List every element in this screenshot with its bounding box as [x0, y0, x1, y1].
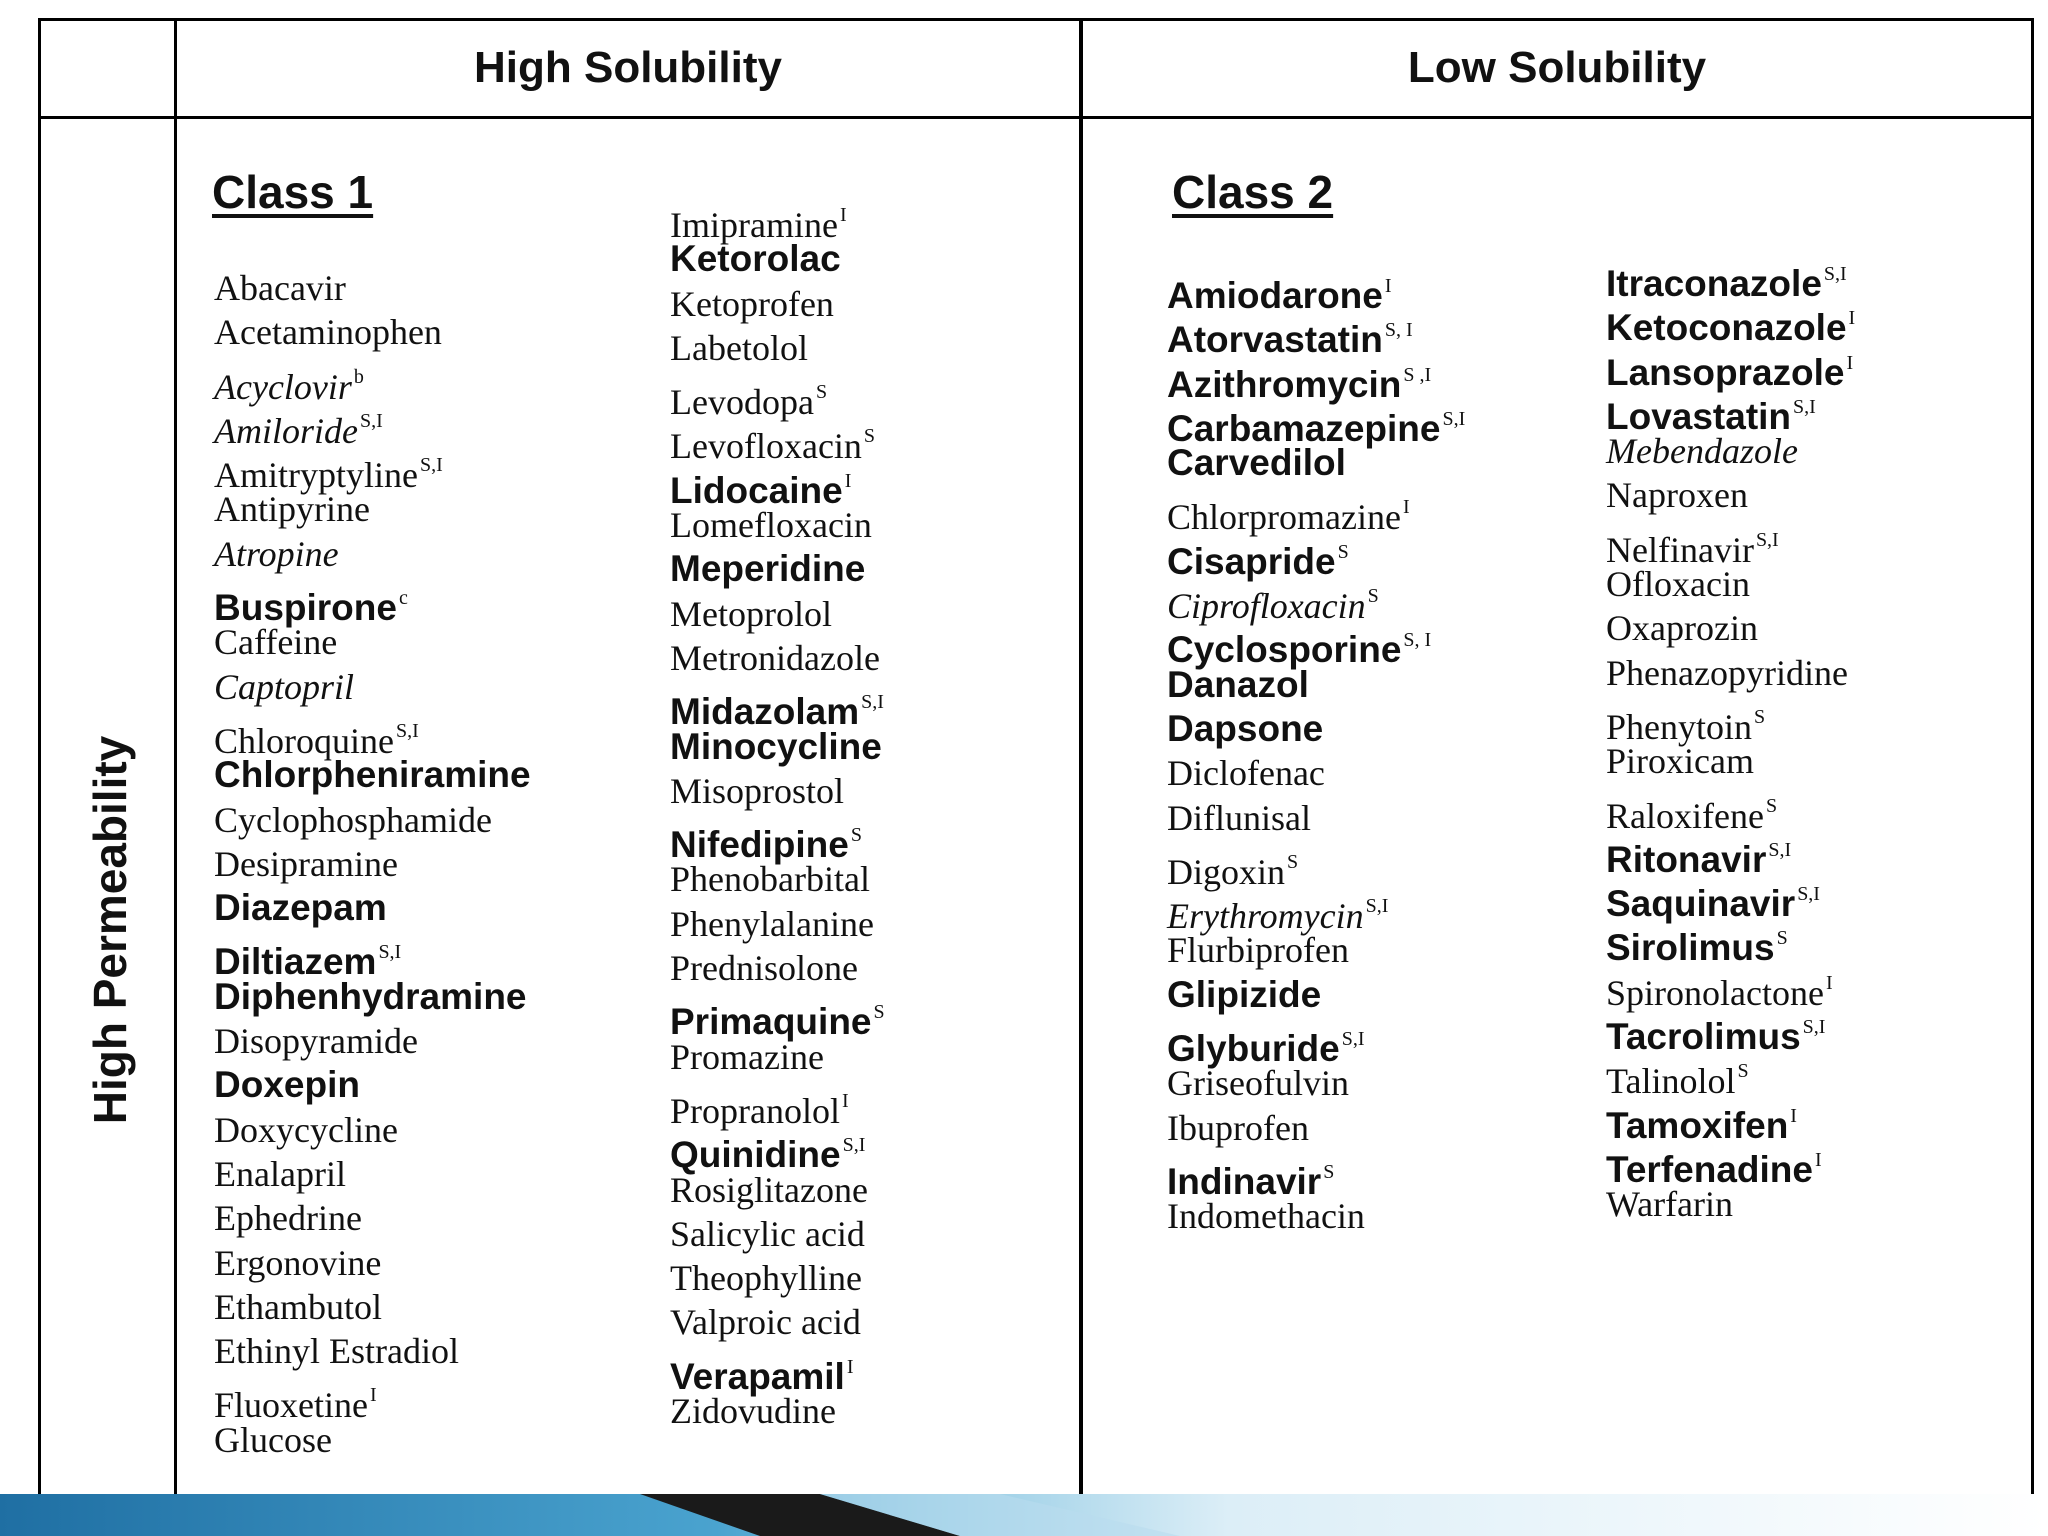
drug-list-item	[670, 857, 885, 901]
drug-superscript: S,I	[1768, 838, 1792, 861]
drug-list-item	[214, 1373, 531, 1426]
drug-list-item	[214, 709, 531, 761]
drug-superscript: S,I	[1341, 1028, 1365, 1051]
drug-list-item	[670, 326, 885, 370]
drug-name: Nelfinavir	[1606, 529, 1754, 570]
drug-name: Cisapride	[1167, 540, 1336, 582]
drug-name: Erythromycin	[1167, 896, 1364, 937]
drug-superscript: S	[873, 1001, 885, 1024]
drug-list-item	[1167, 308, 1465, 361]
drug-superscript: b	[353, 365, 364, 388]
drug-superscript: S,I	[1365, 895, 1389, 918]
drug-superscript: S	[1367, 585, 1379, 608]
drug-list-item	[670, 193, 885, 245]
drug-name: Tamoxifen	[1606, 1104, 1789, 1146]
drug-name: Quinidine	[670, 1134, 841, 1176]
drug-list-item	[670, 946, 885, 990]
drug-name: Chlorpromazine	[1167, 497, 1401, 538]
drug-list-item	[1606, 784, 1855, 836]
drug-name: Propranolol	[670, 1090, 840, 1131]
drug-superscript: S	[1287, 850, 1299, 873]
label-column-divider	[174, 18, 177, 1511]
drug-list-item	[214, 1152, 531, 1196]
drug-name: Ketoprofen	[670, 283, 834, 324]
drug-superscript: S	[863, 425, 876, 448]
drug-name: Tacrolimus	[1606, 1016, 1801, 1058]
drug-list-item	[1606, 1094, 1855, 1146]
drug-name: Oxaprozin	[1606, 608, 1758, 649]
drug-list-item	[1606, 562, 1855, 606]
drug-name: Ergonovine	[214, 1242, 382, 1283]
drug-name: Disopyramide	[214, 1021, 418, 1062]
drug-list-item	[1606, 651, 1855, 695]
drug-superscript: I	[1846, 351, 1854, 374]
drug-list-item	[1606, 695, 1855, 747]
drug-list-item	[1167, 1194, 1465, 1238]
drug-list-item	[214, 930, 531, 983]
drug-list-item	[1167, 707, 1465, 751]
drug-name: Diflunisal	[1167, 797, 1311, 838]
drug-list-item	[214, 399, 531, 451]
drug-list-item	[1167, 840, 1465, 892]
drug-name: Warfarin	[1606, 1184, 1734, 1225]
drug-name: Itraconazole	[1606, 263, 1822, 304]
drug-name: Valproic acid	[670, 1302, 861, 1343]
drug-name: Midazolam	[670, 691, 860, 733]
class-1-title: Class 1	[212, 166, 374, 218]
drug-name: Cyclophosphamide	[214, 799, 492, 840]
slide-footer-banner	[0, 1494, 2048, 1536]
drug-superscript: S	[1776, 927, 1788, 950]
drug-list-item	[1606, 606, 1855, 650]
drug-list-item	[1606, 739, 1855, 783]
drug-superscript: c	[398, 587, 408, 610]
drug-name: Ofloxacin	[1606, 564, 1750, 605]
drug-name: Minocycline	[670, 725, 882, 767]
drug-name: Danazol	[1167, 663, 1309, 705]
drug-name: Glucose	[214, 1419, 332, 1460]
drug-name: Ibuprofen	[1167, 1107, 1309, 1148]
table-left-border	[38, 18, 41, 1511]
drug-list-item	[1606, 296, 1856, 349]
class-2-drug-list-right	[1606, 252, 1855, 1227]
header-low-solubility: Low Solubility	[1407, 43, 1707, 92]
drug-name: Nifedipine	[670, 824, 849, 866]
drug-name: Metoprolol	[670, 593, 832, 634]
drug-list-item	[1167, 1061, 1465, 1105]
drug-name: Spironolactone	[1606, 972, 1824, 1013]
drug-list-item	[670, 1300, 885, 1344]
drug-superscript: S,I	[861, 691, 884, 714]
drug-name: Rosiglitazone	[670, 1169, 868, 1210]
drug-list-item	[1167, 353, 1465, 405]
drug-list-item	[1167, 618, 1465, 671]
drug-list-item	[1167, 1017, 1465, 1070]
drug-list-item	[214, 1285, 531, 1329]
drug-name: Metronidazole	[670, 637, 880, 678]
drug-name: Ethinyl Estradiol	[214, 1331, 459, 1372]
drug-name: Sirolimus	[1606, 927, 1775, 969]
drug-name: Naproxen	[1606, 475, 1748, 516]
drug-name: Prednisolone	[670, 948, 858, 989]
drug-name: Chloroquine	[214, 720, 394, 761]
drug-list-item	[214, 1329, 531, 1373]
drug-name: Diltiazem	[214, 941, 377, 983]
drug-name: Dapsone	[1167, 707, 1324, 749]
drug-name: Flurbiprofen	[1167, 930, 1349, 971]
drug-list-item	[670, 237, 885, 281]
class-2-title: Class 2	[1172, 166, 1334, 218]
drug-list-item	[214, 842, 531, 886]
drug-name: Caffeine	[214, 622, 338, 663]
drug-name: Ritonavir	[1606, 838, 1767, 880]
drug-superscript: S, I	[1384, 319, 1413, 342]
drug-list-item	[670, 592, 885, 636]
drug-name: Ethambutol	[214, 1286, 382, 1327]
drug-list-item	[214, 886, 531, 930]
drug-list-item	[1606, 1138, 1855, 1190]
drug-superscript: S	[1323, 1160, 1335, 1183]
drug-list-item	[214, 576, 531, 629]
drug-list-item	[1606, 828, 1855, 880]
drug-name: Promazine	[670, 1036, 824, 1077]
drug-name: Enalapril	[214, 1153, 346, 1194]
drug-list-item	[214, 665, 531, 709]
drug-name: Doxepin	[214, 1064, 360, 1106]
drug-list-item	[1167, 751, 1465, 795]
drug-name: Fluoxetine	[214, 1385, 368, 1426]
drug-list-item	[670, 1079, 885, 1131]
class-1-drug-list-left	[214, 266, 531, 1462]
drug-list-item	[670, 990, 885, 1043]
drug-name: Levofloxacin	[670, 426, 862, 467]
header-high-solubility: High Solubility	[474, 43, 782, 92]
drug-list-item	[1167, 928, 1465, 972]
drug-superscript: I	[1402, 496, 1410, 519]
drug-name: Atorvastatin	[1167, 319, 1383, 361]
drug-name: Talinolol	[1606, 1061, 1736, 1102]
drug-list-item	[670, 680, 885, 733]
drug-name: Primaquine	[670, 1001, 872, 1043]
drug-name: Terfenadine	[1606, 1148, 1813, 1190]
drug-name: Carvedilol	[1167, 442, 1346, 484]
drug-superscript: S,I	[1797, 883, 1820, 906]
drug-superscript: I	[1848, 307, 1856, 330]
drug-list-item	[214, 532, 531, 576]
drug-list-item	[1606, 1049, 1855, 1102]
drug-list-item	[670, 370, 885, 423]
drug-superscript: S,I	[359, 409, 383, 432]
drug-list-item	[1167, 574, 1465, 627]
drug-superscript: I	[1814, 1148, 1822, 1171]
drug-list-item	[670, 1123, 885, 1176]
drug-name: Acetaminophen	[214, 312, 442, 353]
drug-list-item	[1606, 961, 1855, 1013]
drug-superscript: I	[1790, 1104, 1797, 1127]
drug-list-item	[1167, 1150, 1465, 1202]
drug-list-item	[1167, 485, 1465, 538]
drug-name: Piroxicam	[1606, 741, 1754, 782]
drug-name: Buspirone	[214, 587, 397, 629]
drug-name: Lovastatin	[1606, 395, 1792, 437]
drug-name: Amiodarone	[1167, 275, 1383, 316]
drug-superscript: S	[815, 381, 828, 404]
drug-name: Antipyrine	[214, 489, 370, 530]
drug-list-item	[670, 769, 885, 813]
drug-list-item	[214, 355, 531, 407]
drug-name: Theophylline	[670, 1258, 862, 1299]
drug-list-item	[670, 813, 885, 866]
drug-name: Raloxifene	[1606, 795, 1764, 836]
drug-superscript: I	[844, 469, 852, 492]
drug-list-item	[214, 443, 531, 496]
drug-superscript: S	[1337, 540, 1349, 563]
drug-list-item	[1167, 796, 1465, 840]
drug-name: Lansoprazole	[1606, 351, 1845, 393]
drug-list-item	[670, 282, 885, 326]
drug-list-item	[1167, 884, 1465, 937]
drug-name: Desipramine	[214, 843, 398, 884]
table-right-border	[2031, 18, 2034, 1511]
drug-name: Ciprofloxacin	[1167, 586, 1366, 627]
drug-list-item	[214, 1241, 531, 1285]
drug-name: Phenazopyridine	[1606, 652, 1848, 693]
drug-list-item	[1167, 1106, 1465, 1150]
drug-name: Doxycycline	[214, 1109, 398, 1150]
drug-list-item	[214, 798, 531, 842]
drug-superscript: S,I	[842, 1134, 866, 1157]
drug-list-item	[1167, 397, 1466, 449]
drug-list-item	[1606, 872, 1855, 925]
drug-superscript: I	[841, 1089, 849, 1112]
drug-list-item	[670, 725, 885, 769]
drug-list-item	[214, 975, 531, 1019]
drug-list-item	[670, 1345, 885, 1397]
drug-superscript: I	[1825, 971, 1833, 994]
drug-name: Saquinavir	[1606, 883, 1796, 925]
drug-list-item	[670, 503, 885, 547]
drug-superscript: S,I	[1793, 395, 1816, 418]
drug-list-item	[1606, 916, 1855, 969]
drug-superscript: S,I	[1802, 1016, 1826, 1039]
drug-name: Diphenhydramine	[214, 975, 527, 1017]
drug-list-item	[670, 902, 885, 946]
drug-name: Verapamil	[670, 1355, 845, 1397]
drug-superscript: S,I	[1755, 528, 1779, 551]
drug-name: Indomethacin	[1167, 1196, 1365, 1237]
solubility-divider	[1079, 18, 1083, 1511]
drug-name: Phenytoin	[1606, 706, 1753, 747]
drug-list-item	[670, 414, 885, 467]
drug-list-item	[214, 1019, 531, 1063]
drug-list-item	[1606, 252, 1855, 304]
drug-name: Ketorolac	[670, 238, 841, 280]
class-2-drug-list-left	[1167, 264, 1465, 1239]
drug-superscript: S	[850, 824, 862, 847]
drug-name: Meperidine	[670, 548, 866, 590]
drug-name: Diclofenac	[1167, 753, 1325, 794]
drug-superscript: S,I	[419, 454, 443, 477]
drug-superscript: S,I	[378, 941, 402, 964]
drug-superscript: S	[1765, 794, 1778, 817]
table-top-border	[38, 18, 2034, 21]
drug-list-item	[670, 1212, 885, 1256]
drug-name: Amiloride	[214, 410, 358, 451]
drug-name: Labetolol	[670, 327, 808, 368]
drug-superscript: I	[839, 204, 847, 226]
drug-name: Ephedrine	[214, 1198, 362, 1239]
drug-superscript: S	[1754, 705, 1766, 728]
drug-list-item	[214, 1108, 531, 1152]
drug-superscript: S,I	[395, 719, 419, 742]
drug-superscript: I	[1384, 275, 1392, 297]
drug-list-item	[670, 1256, 885, 1300]
drug-name: Zidovudine	[670, 1391, 836, 1432]
drug-name: Misoprostol	[670, 770, 845, 811]
drug-name: Chlorpheniramine	[214, 754, 531, 796]
drug-name: Amitryptyline	[214, 455, 418, 496]
drug-list-item	[1606, 473, 1855, 517]
drug-list-item	[1167, 530, 1465, 582]
drug-name: Phenylalanine	[670, 903, 874, 944]
drug-name: Digoxin	[1167, 851, 1286, 892]
drug-name: Azithromycin	[1167, 363, 1402, 405]
drug-list-item	[1167, 264, 1465, 316]
drug-name: Carbamazepine	[1167, 407, 1441, 449]
drug-name: Phenobarbital	[670, 859, 870, 900]
drug-superscript: I	[369, 1384, 377, 1407]
drug-list-item	[1606, 341, 1855, 393]
drug-name: Atropine	[214, 533, 339, 574]
drug-list-item	[214, 1063, 531, 1107]
drug-name: Indinavir	[1167, 1160, 1322, 1202]
drug-superscript: S ,I	[1403, 363, 1432, 386]
drug-superscript: S, I	[1403, 629, 1432, 652]
drug-list-item	[670, 636, 885, 680]
drug-name: Salicylic acid	[670, 1213, 865, 1254]
drug-name: Cyclosporine	[1167, 629, 1402, 671]
drug-list-item	[670, 1168, 885, 1212]
row-label-high-permeability: High Permeability	[84, 735, 136, 1125]
drug-list-item	[214, 266, 531, 310]
drug-name: Acyclovir	[214, 366, 352, 407]
drug-superscript: S	[1737, 1060, 1749, 1083]
header-divider	[38, 116, 2034, 119]
drug-name: Mebendazole	[1606, 431, 1798, 472]
drug-name: Abacavir	[214, 268, 346, 308]
drug-name: Glipizide	[1167, 973, 1322, 1015]
drug-name: Imipramine	[670, 205, 838, 245]
drug-name: Ketoconazole	[1606, 307, 1847, 349]
drug-list-item	[1606, 518, 1855, 570]
drug-name: Lidocaine	[670, 469, 843, 511]
drug-list-item	[1167, 973, 1465, 1017]
drug-name: Lomefloxacin	[670, 505, 872, 546]
drug-name: Captopril	[214, 666, 355, 707]
drug-list-item	[214, 753, 531, 797]
class-1-drug-list-right	[670, 193, 885, 1433]
drug-list-item	[214, 1196, 531, 1240]
drug-list-item	[214, 1418, 531, 1462]
drug-list-item	[1606, 1005, 1855, 1058]
drug-name: Diazepam	[214, 887, 387, 929]
drug-list-item	[670, 1389, 885, 1433]
drug-list-item	[1606, 429, 1855, 473]
drug-name: Glyburide	[1167, 1028, 1340, 1070]
drug-list-item	[1606, 1182, 1855, 1226]
drug-superscript: S,I	[1442, 407, 1466, 430]
drug-superscript: I	[846, 1355, 854, 1378]
drug-name: Levodopa	[670, 382, 814, 423]
drug-superscript: S,I	[1823, 263, 1847, 285]
drug-list-item	[214, 310, 531, 354]
drug-list-item	[670, 547, 885, 591]
drug-name: Griseofulvin	[1167, 1063, 1349, 1104]
